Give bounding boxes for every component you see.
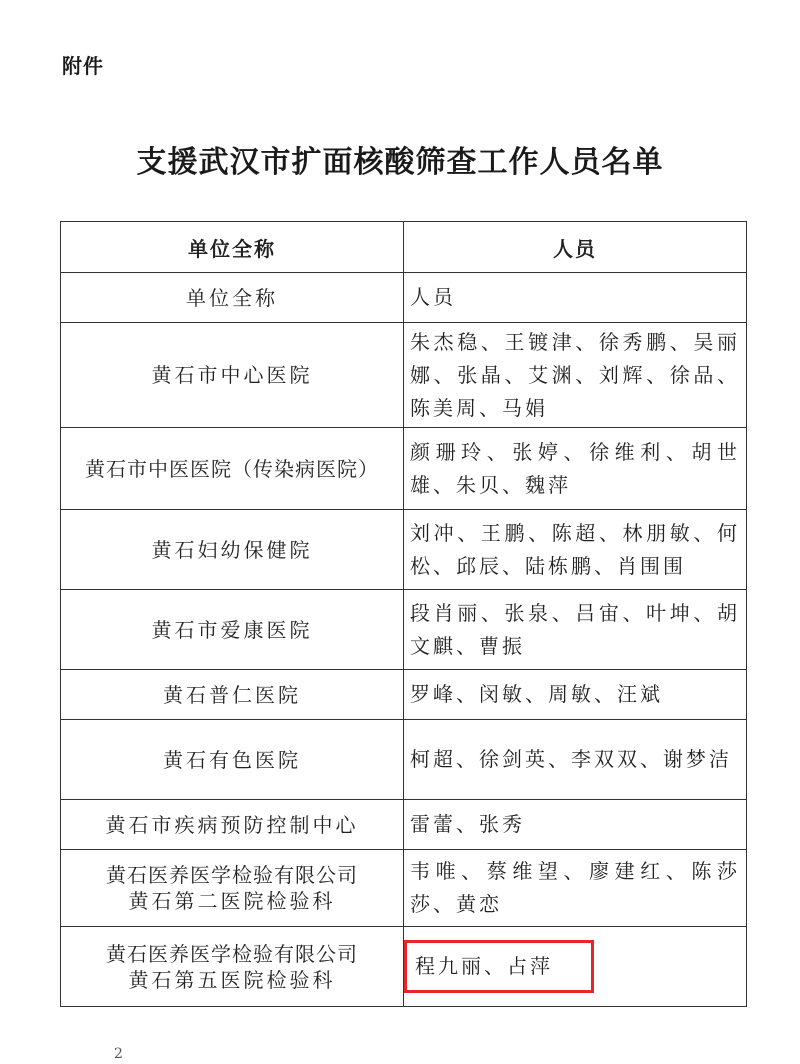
highlighted-people: 程九丽、占萍	[404, 940, 594, 993]
table-row	[61, 273, 747, 323]
people-cell: 段肖丽、张泉、吕宙、叶坤、胡文麒、曹振	[404, 590, 747, 670]
unit-cell: 黄石市爱康医院	[61, 590, 404, 670]
people-cell: 雷蕾、张秀	[404, 800, 747, 850]
table-row	[61, 670, 747, 720]
unit-cell	[61, 927, 404, 1007]
table-row	[61, 927, 747, 1007]
unit-cell: 黄石普仁医院	[61, 670, 404, 720]
column-header-people: 人员	[404, 222, 747, 273]
table-row	[61, 850, 747, 927]
column-header-unit: 单位全称	[61, 222, 404, 273]
unit-cell: 黄石市疾病预防控制中心	[61, 800, 404, 850]
table-header-row	[61, 222, 747, 273]
table-row	[61, 590, 747, 670]
table-row	[61, 720, 747, 800]
attachment-label: 附件	[62, 54, 104, 78]
table-row	[61, 800, 747, 850]
page-title: 支援武汉市扩面核酸筛查工作人员名单	[136, 145, 664, 180]
table-row	[61, 323, 747, 428]
unit-cell: 黄石妇幼保健院	[61, 510, 404, 590]
unit-cell	[61, 850, 404, 927]
unit-cell: 黄石市中心医院	[61, 323, 404, 428]
people-cell: 颜珊玲、张婷、徐维利、胡世雄、朱贝、魏萍	[404, 428, 747, 510]
page-number: 2	[114, 1046, 123, 1062]
unit-line: 黄石第二医院检验科	[128, 889, 336, 913]
people-cell: 罗峰、闵敏、周敏、汪斌	[404, 670, 747, 720]
people-cell: 人员	[404, 273, 747, 323]
unit-line: 黄石医养医学检验有限公司	[106, 863, 358, 887]
unit-cell: 单位全称	[61, 273, 404, 323]
unit-cell: 黄石市中医医院（传染病医院）	[61, 428, 404, 510]
unit-line: 黄石医养医学检验有限公司	[106, 941, 358, 966]
unit-cell: 黄石有色医院	[61, 720, 404, 800]
people-cell: 刘冲、王鹏、陈超、林朋敏、何松、邱辰、陆栋鹏、肖围围	[404, 510, 747, 590]
people-cell	[404, 927, 747, 1007]
people-cell: 韦唯、蔡维望、廖建红、陈莎莎、黄恋	[404, 850, 747, 927]
people-cell: 朱杰稳、王镀津、徐秀鹏、吴丽娜、张晶、艾渊、刘辉、徐品、陈美周、马娟	[404, 323, 747, 428]
people-cell: 柯超、徐剑英、李双双、谢梦洁	[404, 720, 747, 800]
table-row	[61, 428, 747, 510]
staff-roster-table	[60, 221, 747, 1007]
unit-line: 黄石第五医院检验科	[128, 967, 336, 992]
table-row	[61, 510, 747, 590]
